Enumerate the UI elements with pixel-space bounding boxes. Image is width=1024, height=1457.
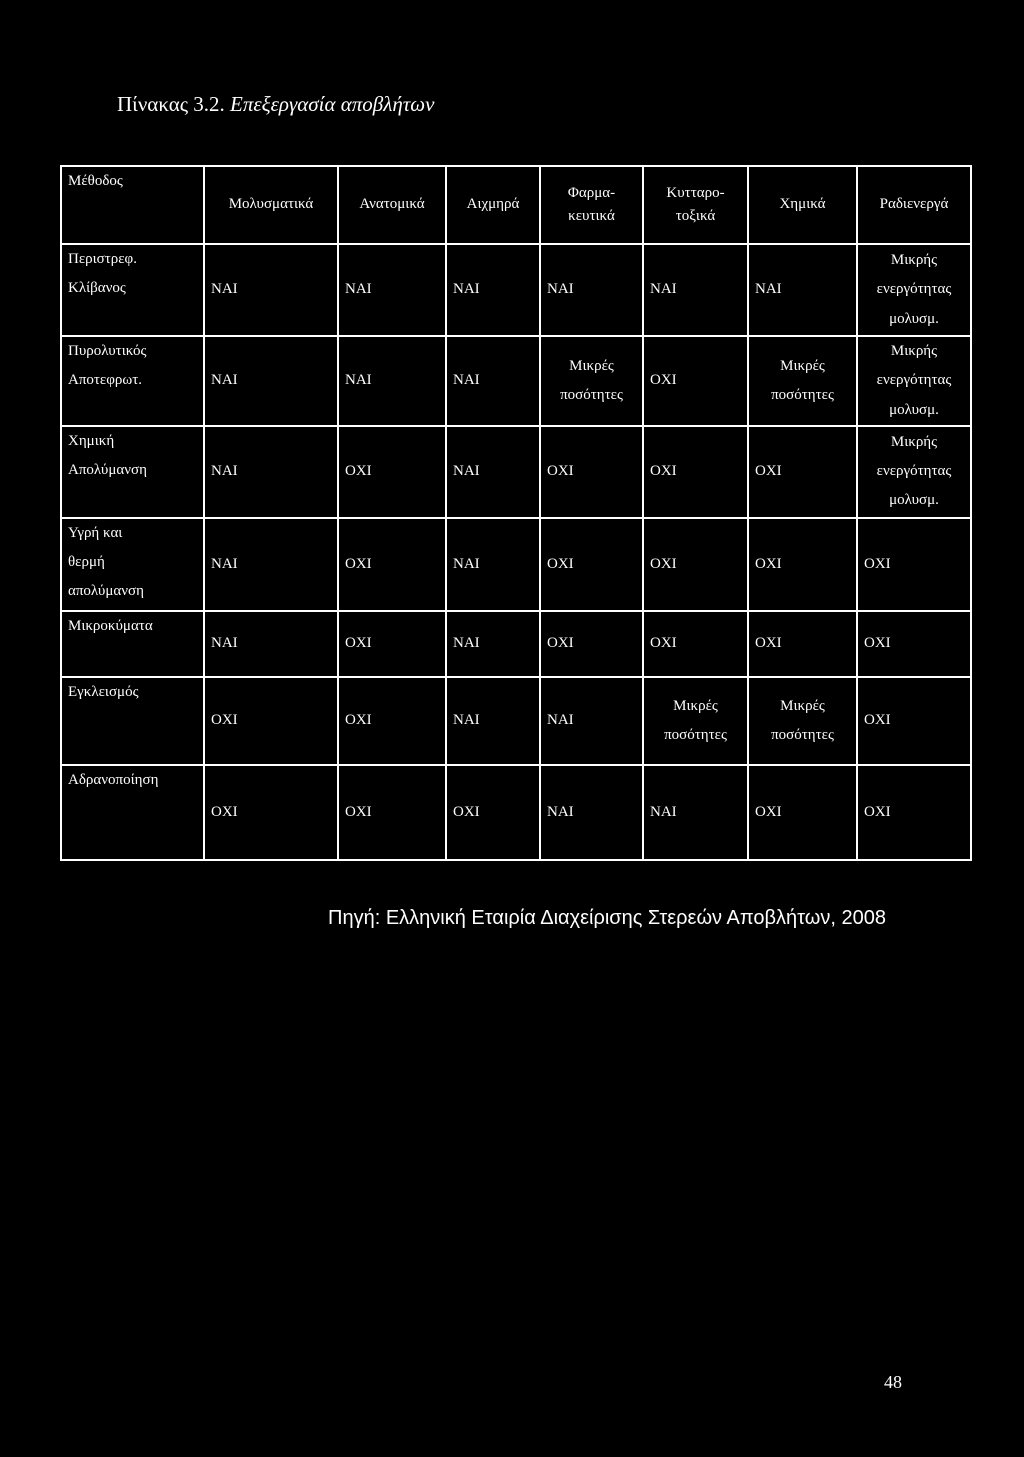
value-cell <box>643 765 748 860</box>
method-line: Αποτεφρωτ. <box>68 372 143 389</box>
cell-line: Φαρμα- <box>567 184 616 201</box>
value-cell <box>857 244 971 336</box>
table-row <box>61 611 971 677</box>
cell-line: ΟΧΙ <box>345 463 372 480</box>
cell-line: μολυσμ. <box>889 310 939 327</box>
cell-line: ΝΑΙ <box>547 803 574 820</box>
cell-line: ΟΧΙ <box>547 555 574 572</box>
cell-line: ενεργότητας <box>876 463 952 480</box>
value-cell <box>748 426 857 518</box>
cell-line: ΟΧΙ <box>864 803 891 820</box>
method-line: Πυρολυτικός <box>68 343 147 359</box>
value-cell <box>338 518 446 611</box>
value-cell <box>643 677 748 765</box>
waste-treatment-table <box>60 165 972 861</box>
value-cell <box>857 426 971 518</box>
value-cell <box>338 677 446 765</box>
cell-line: ΟΧΙ <box>755 555 782 572</box>
value-cell <box>857 611 971 677</box>
cell-line: ΟΧΙ <box>650 372 677 389</box>
cell-line: ΟΧΙ <box>650 463 677 480</box>
cell-line: Μικρής <box>890 252 938 269</box>
cell-line: ΝΑΙ <box>345 281 372 298</box>
value-cell <box>338 426 446 518</box>
page-number: 48 <box>884 1372 902 1392</box>
cell-line: Χημικά <box>779 196 826 213</box>
table-row <box>61 336 971 426</box>
caption-number: Πίνακας 3.2. <box>117 92 225 116</box>
cell-line: ΟΧΙ <box>755 635 782 652</box>
cell-line: ποσότητες <box>771 386 834 403</box>
cell-line: Μικρής <box>890 433 938 450</box>
cell-line: ΟΧΙ <box>345 555 372 572</box>
cell-line: ποσότητες <box>771 726 834 743</box>
value-cell <box>446 244 540 336</box>
value-cell <box>643 611 748 677</box>
method-line: Εγκλεισμός <box>68 683 139 700</box>
column-header <box>857 166 971 244</box>
cell-line: ΟΧΙ <box>650 635 677 652</box>
cell-line: ΟΧΙ <box>211 712 238 729</box>
cell-line: ΝΑΙ <box>453 712 480 729</box>
cell-line: ΝΑΙ <box>547 281 574 298</box>
method-cell <box>61 677 204 765</box>
column-header <box>446 166 540 244</box>
method-line: Υγρή και <box>68 524 123 541</box>
cell-line: ΟΧΙ <box>211 803 238 820</box>
value-cell <box>748 677 857 765</box>
method-line: Χημική <box>68 432 115 449</box>
cell-line: Μολυσματικά <box>228 196 314 213</box>
header-row <box>61 166 971 244</box>
value-cell <box>446 518 540 611</box>
value-cell <box>643 426 748 518</box>
method-line: θερμή <box>68 554 105 570</box>
method-cell <box>61 518 204 611</box>
cell-line: Αιχμηρά <box>466 196 520 213</box>
value-cell <box>204 611 338 677</box>
method-cell <box>61 611 204 677</box>
cell-line: ενεργότητας <box>876 372 952 389</box>
value-cell <box>204 677 338 765</box>
cell-line: ποσότητες <box>664 726 727 743</box>
cell-line: ΝΑΙ <box>650 803 677 820</box>
column-header <box>204 166 338 244</box>
column-header <box>540 166 643 244</box>
value-cell <box>338 244 446 336</box>
table-row <box>61 244 971 336</box>
cell-line: ΝΑΙ <box>211 463 238 480</box>
value-cell <box>204 518 338 611</box>
value-cell <box>338 336 446 426</box>
method-line: Κλίβανος <box>68 280 126 297</box>
cell-line: ΟΧΙ <box>345 803 372 820</box>
cell-line: ΟΧΙ <box>650 555 677 572</box>
cell-line: τοξικά <box>675 208 716 224</box>
value-cell <box>643 518 748 611</box>
value-cell <box>540 611 643 677</box>
value-cell <box>857 518 971 611</box>
value-cell <box>540 518 643 611</box>
cell-line: ΝΑΙ <box>211 635 238 652</box>
cell-line: ΟΧΙ <box>864 555 891 572</box>
value-cell <box>748 518 857 611</box>
cell-line: Μικρές <box>780 697 825 714</box>
table-caption <box>117 92 434 117</box>
method-cell <box>61 244 204 336</box>
cell-line: ΝΑΙ <box>211 555 238 572</box>
cell-line: μολυσμ. <box>889 492 939 509</box>
value-cell <box>446 426 540 518</box>
value-cell <box>540 765 643 860</box>
cell-line: ΝΑΙ <box>650 281 677 298</box>
cell-line: ΟΧΙ <box>345 635 372 652</box>
caption-title: Επεξεργασία αποβλήτων <box>230 92 435 116</box>
value-cell <box>540 677 643 765</box>
value-cell <box>204 336 338 426</box>
table-row <box>61 426 971 518</box>
value-cell <box>204 244 338 336</box>
cell-line: Μικρές <box>780 357 825 374</box>
column-header <box>748 166 857 244</box>
cell-line: Μικρής <box>890 343 938 359</box>
value-cell <box>857 336 971 426</box>
value-cell <box>338 611 446 677</box>
column-header <box>643 166 748 244</box>
value-cell <box>748 611 857 677</box>
value-cell <box>643 336 748 426</box>
value-cell <box>857 677 971 765</box>
cell-line: ποσότητες <box>560 386 623 403</box>
method-cell <box>61 765 204 860</box>
cell-line: ΝΑΙ <box>453 555 480 572</box>
source-note: Πηγή: Ελληνική Εταιρία Διαχείρισης Στερεών Αποβλήτων, 2008 <box>328 907 886 929</box>
cell-line: Ανατομικά <box>359 196 425 213</box>
value-cell <box>446 677 540 765</box>
method-cell <box>61 336 204 426</box>
value-cell <box>540 336 643 426</box>
cell-line: ΝΑΙ <box>211 372 238 389</box>
value-cell <box>748 336 857 426</box>
value-cell <box>446 765 540 860</box>
method-line: απολύμανση <box>68 583 144 600</box>
method-cell <box>61 426 204 518</box>
cell-line: ΝΑΙ <box>453 635 480 652</box>
method-line: Μικροκύματα <box>68 617 153 634</box>
cell-line: ΝΑΙ <box>345 372 372 389</box>
value-cell <box>748 765 857 860</box>
corner-header: Μέθοδος <box>61 166 204 244</box>
cell-line: ΟΧΙ <box>755 463 782 480</box>
cell-line: Ραδιενεργά <box>879 196 949 213</box>
value-cell <box>857 765 971 860</box>
cell-line: Μικρές <box>673 697 718 714</box>
cell-line: ΟΧΙ <box>864 635 891 652</box>
value-cell <box>446 611 540 677</box>
table-row <box>61 677 971 765</box>
value-cell <box>204 426 338 518</box>
value-cell <box>540 244 643 336</box>
cell-line: ΟΧΙ <box>547 463 574 480</box>
method-line: Αδρανοποίηση <box>68 771 159 788</box>
cell-line: Μικρές <box>569 357 614 374</box>
cell-line: ΝΑΙ <box>453 463 480 480</box>
method-line: Απολύμανση <box>68 462 147 478</box>
cell-line: ΝΑΙ <box>755 281 782 298</box>
value-cell <box>338 765 446 860</box>
cell-line: ΟΧΙ <box>345 712 372 729</box>
cell-line: κευτικά <box>568 208 615 224</box>
cell-line: ενεργότητας <box>876 281 952 298</box>
value-cell <box>446 336 540 426</box>
cell-line: ΟΧΙ <box>755 803 782 820</box>
value-cell <box>748 244 857 336</box>
value-cell <box>643 244 748 336</box>
cell-line: ΝΑΙ <box>453 372 480 389</box>
cell-line: ΝΑΙ <box>211 281 238 298</box>
cell-line: ΟΧΙ <box>547 635 574 652</box>
value-cell <box>540 426 643 518</box>
cell-line: ΝΑΙ <box>547 712 574 729</box>
table-row <box>61 765 971 860</box>
method-line: Περιστρεφ. <box>68 251 137 267</box>
column-header <box>338 166 446 244</box>
cell-line: ΝΑΙ <box>453 281 480 298</box>
table-row <box>61 518 971 611</box>
value-cell <box>204 765 338 860</box>
cell-line: ΟΧΙ <box>864 712 891 729</box>
cell-line: Κυτταρο- <box>666 184 725 201</box>
cell-line: ΟΧΙ <box>453 803 480 820</box>
cell-line: μολυσμ. <box>889 401 939 418</box>
